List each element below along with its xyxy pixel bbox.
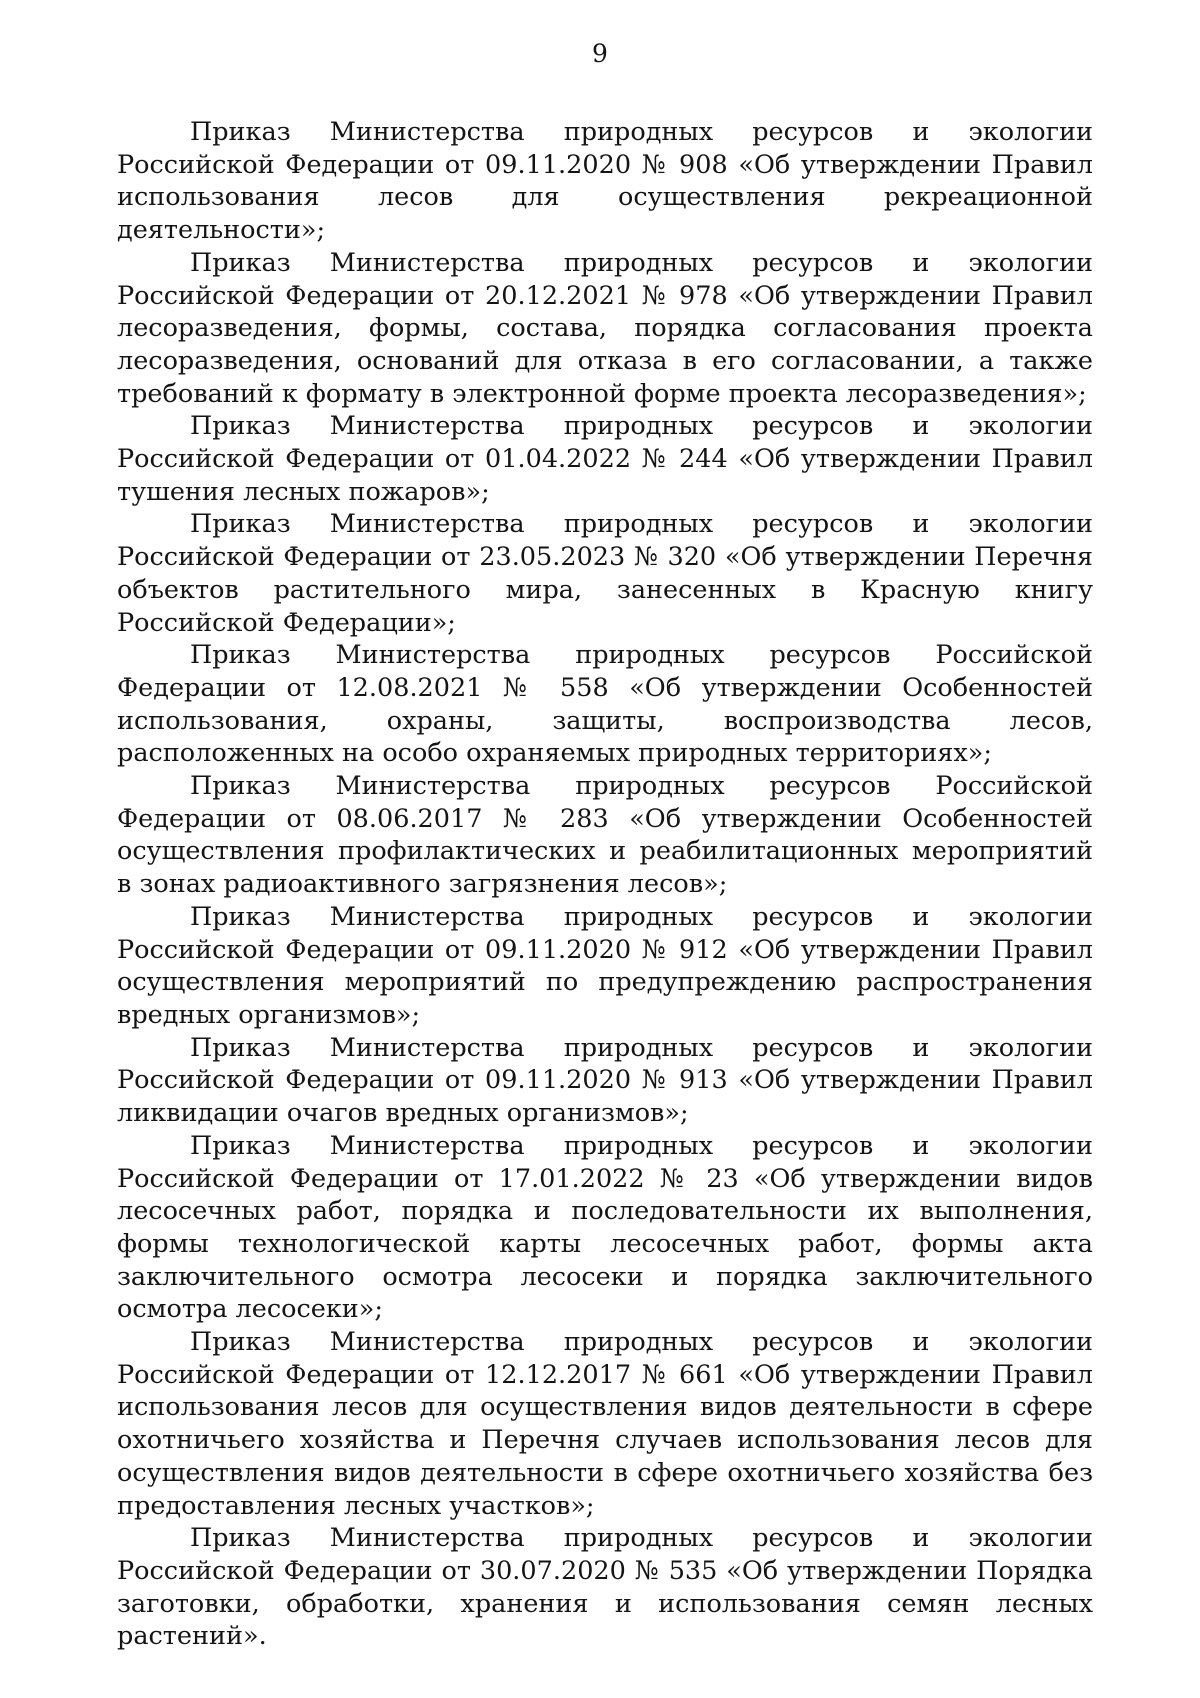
order-paragraph-1: Приказ Министерства природных ресурсов и экологии Российской Федерации от 09.11.2020 № 908 «Об утверждении Правил использования лесов для осуществления рекреационной деятельности»; (117, 117, 1093, 246)
order-paragraph-11: Приказ Министерства природных ресурсов и экологии Российской Федерации от 30.07.2020 № 535 «Об утверждении Порядка заготовки, обработки, хранения и использования семян лесных растений». (117, 1523, 1093, 1652)
order-paragraph-6: Приказ Министерства природных ресурсов Российской Федерации от 08.06.2017 № 283 «Об утверждении Особенностей осуществления профилактических и реабилитационных мероприятий в зонах радиоактивного загрязнения лесов»; (117, 771, 1093, 900)
order-paragraph-10: Приказ Министерства природных ресурсов и экологии Российской Федерации от 12.12.2017 № 661 «Об утверждении Правил использования лесов для осуществления видов деятельности в сфере охотничьего хозяйства и Перечня случаев использования лесов для осуществления видов деятельности в сфере охотничьего хозяйства без предоставления лесных участков»; (117, 1327, 1093, 1521)
order-paragraph-8: Приказ Министерства природных ресурсов и экологии Российской Федерации от 09.11.2020 № 913 «Об утверждении Правил ликвидации очагов вредных организмов»; (117, 1032, 1093, 1129)
order-paragraph-7: Приказ Министерства природных ресурсов и экологии Российской Федерации от 09.11.2020 № 912 «Об утверждении Правил осуществления мероприятий по предупреждению распространения вредных организмов»; (117, 901, 1093, 1030)
order-paragraph-2: Приказ Министерства природных ресурсов и экологии Российской Федерации от 20.12.2021 № 978 «Об утверждении Правил лесоразведения, формы, состава, порядка согласования проекта лесоразведения, оснований для отказа в его согласовании, а также требований к формату в электронной форме проекта лесоразведения»; (117, 247, 1093, 409)
document-body (117, 116, 1093, 1653)
order-paragraph-9: Приказ Министерства природных ресурсов и экологии Российской Федерации от 17.01.2022 № 23 «Об утверждении видов лесосечных работ, порядка и последовательности их выполнения, формы технологической карты лесосечных работ, формы акта заключительного осмотра лесосеки и порядка заключительного осмотра лесосеки»; (117, 1130, 1093, 1325)
order-paragraph-4: Приказ Министерства природных ресурсов и экологии Российской Федерации от 23.05.2023 № 320 «Об утверждении Перечня объектов растительного мира, занесенных в Красную книгу Российской Федерации»; (117, 509, 1093, 638)
page-number: 9 (592, 39, 608, 68)
order-paragraph-3: Приказ Министерства природных ресурсов и экологии Российской Федерации от 01.04.2022 № 244 «Об утверждении Правил тушения лесных пожаров»; (117, 411, 1093, 507)
order-paragraph-5: Приказ Министерства природных ресурсов Российской Федерации от 12.08.2021 № 558 «Об утверждении Особенностей использования, охраны, защиты, воспроизводства лесов, расположенных на особо охраняемых природных территориях»; (117, 640, 1093, 769)
